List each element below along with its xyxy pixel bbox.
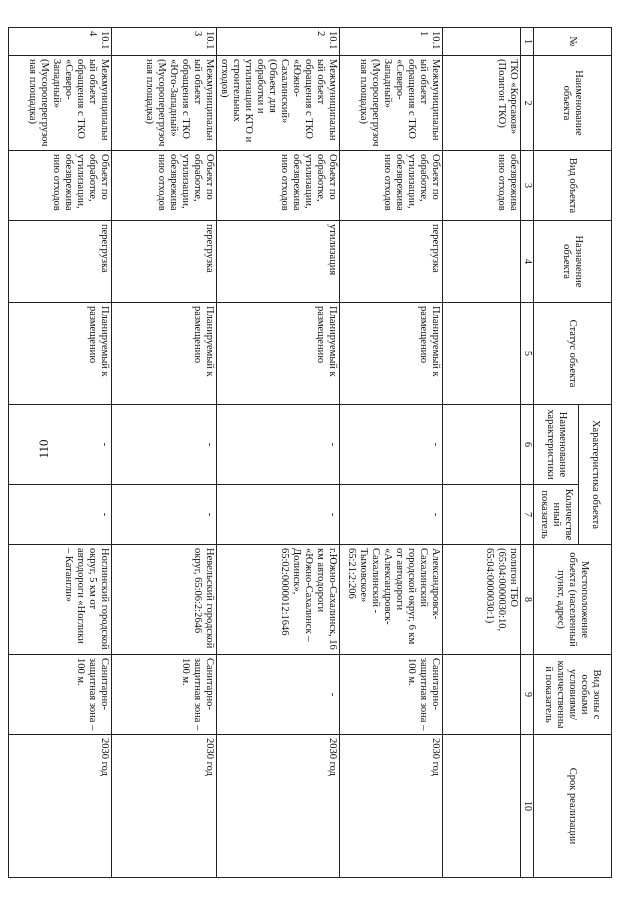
column-number: 7 [521, 485, 534, 545]
header-char-quantity: Количественный показатель [534, 485, 579, 545]
cell-no: 10.11 [340, 28, 443, 56]
cell-char-name: - [112, 405, 217, 485]
cell-status: Планируемый к размещению [340, 303, 443, 405]
column-number: 2 [521, 56, 534, 151]
column-number: 6 [521, 405, 534, 485]
rotated-page [4, 27, 612, 877]
column-number-row [521, 28, 534, 878]
page-number: 110 [36, 439, 51, 459]
cell-purpose [443, 221, 521, 303]
cell-term: 2030 год [112, 735, 217, 878]
cell-type: Объект по обработке, утилизации, обезврежива нию отходов [217, 151, 340, 221]
cell-type: обезврежива нию отходов [443, 151, 521, 221]
cell-char-quantity [443, 485, 521, 545]
cell-status: Планируемый к размещению [112, 303, 217, 405]
cell-name: Межмуниципальный объект обращения с ТКО «Южно-Сахалинский» (Объект для обработки и утилизации КГО и строительных отходов) [217, 56, 340, 151]
cell-type: Объект по обработке, утилизации, обезврежива нию отходов [112, 151, 217, 221]
cell-name: Межмуниципальный объект обращения с ТКО «Юго-Западный» (Мусороперегрузочная площадка) [112, 56, 217, 151]
cell-type: Объект по обработке, утилизации, обезврежива нию отходов [9, 151, 112, 221]
cell-char-quantity: - [9, 485, 112, 545]
column-number: 5 [521, 303, 534, 405]
header-no: № [534, 28, 612, 56]
cell-status: Планируемый к размещению [9, 303, 112, 405]
cell-term: 2030 год [340, 735, 443, 878]
column-number: 10 [521, 735, 534, 878]
cell-char-quantity: - [217, 485, 340, 545]
cell-char-name [443, 405, 521, 485]
header-purpose: Назначение объекта [534, 221, 612, 303]
cell-purpose: перегрузка [340, 221, 443, 303]
cell-location: полигон ТБО (65:04:0000030:10, 65:04:0000030:1) [443, 545, 521, 655]
cell-term: 2030 год [9, 735, 112, 878]
cell-zone: Санитарно-защитная зона – 100 м. [9, 655, 112, 735]
header-type: Вид объекта [534, 151, 612, 221]
header-status: Статус объекта [534, 303, 612, 405]
column-number: 8 [521, 545, 534, 655]
cell-char-name: - [340, 405, 443, 485]
header-row [579, 28, 612, 878]
header-characteristics: Характеристика объекта [579, 405, 612, 545]
cell-location: Ноглинский городской округ, 5 км от автодороги «Ноглики – Катангли» [9, 545, 112, 655]
table-row [9, 28, 112, 878]
header-name: Наименование объекта [534, 56, 612, 151]
cell-purpose: перегрузка [9, 221, 112, 303]
cell-zone: Санитарно-защитная зона – 100 м. [340, 655, 443, 735]
cell-zone: - [217, 655, 340, 735]
cell-no [443, 28, 521, 56]
table-row [340, 28, 443, 878]
cell-term [443, 735, 521, 878]
cell-no: 10.12 [217, 28, 340, 56]
cell-type: Объект по обработке, утилизации, обезврежива нию отходов [340, 151, 443, 221]
cell-zone [443, 655, 521, 735]
cell-purpose: утилизация [217, 221, 340, 303]
header-location: Местоположение объекта (населенный пункт, адрес) [534, 545, 612, 655]
cell-location: Александровск-Сахалинский городской округ, 6 км от автодороги «Александровск-Сахалинский - Тымовское» 65:21:2:206 [340, 545, 443, 655]
cell-name: ТКО «Корсаков» (Полигон ТКО) [443, 56, 521, 151]
cell-char-quantity: - [340, 485, 443, 545]
column-number: 3 [521, 151, 534, 221]
table-row [443, 28, 521, 878]
cell-status [443, 303, 521, 405]
cell-char-quantity: - [112, 485, 217, 545]
column-number: 9 [521, 655, 534, 735]
table-row [112, 28, 217, 878]
column-number: 1 [521, 28, 534, 56]
cell-no: 10.13 [112, 28, 217, 56]
table-row [217, 28, 340, 878]
cell-name: Межмуниципальный объект обращения с ТКО «Северо-Западный» (Мусороперегрузочная площадка) [9, 56, 112, 151]
cell-char-name: - [217, 405, 340, 485]
cell-name: Межмуниципальный объект обращения с ТКО «Северо-Западный» (Мусороперегрузочная площадка) [340, 56, 443, 151]
cell-status: Планируемый к размещению [217, 303, 340, 405]
cell-zone: Санитарно-защитная зона – 100 м. [112, 655, 217, 735]
cell-char-name: - [9, 405, 112, 485]
cell-no: 10.14 [9, 28, 112, 56]
cell-location: Невельский городской округ, 65:06:2:2646 [112, 545, 217, 655]
column-number: 4 [521, 221, 534, 303]
cell-location: г.Южно-Сахалинск, 16 км автодороги «Южно-Сахалинск – Долинск», 65:02:0000012:1646 [217, 545, 340, 655]
cell-term: 2030 год [217, 735, 340, 878]
header-zone: Вид зоны с особыми условиями/ количественный показатель [534, 655, 612, 735]
header-term: Срок реализации [534, 735, 612, 878]
header-char-name: Наименование характеристики [534, 405, 579, 485]
cell-purpose: перегрузка [112, 221, 217, 303]
objects-table [8, 27, 612, 878]
